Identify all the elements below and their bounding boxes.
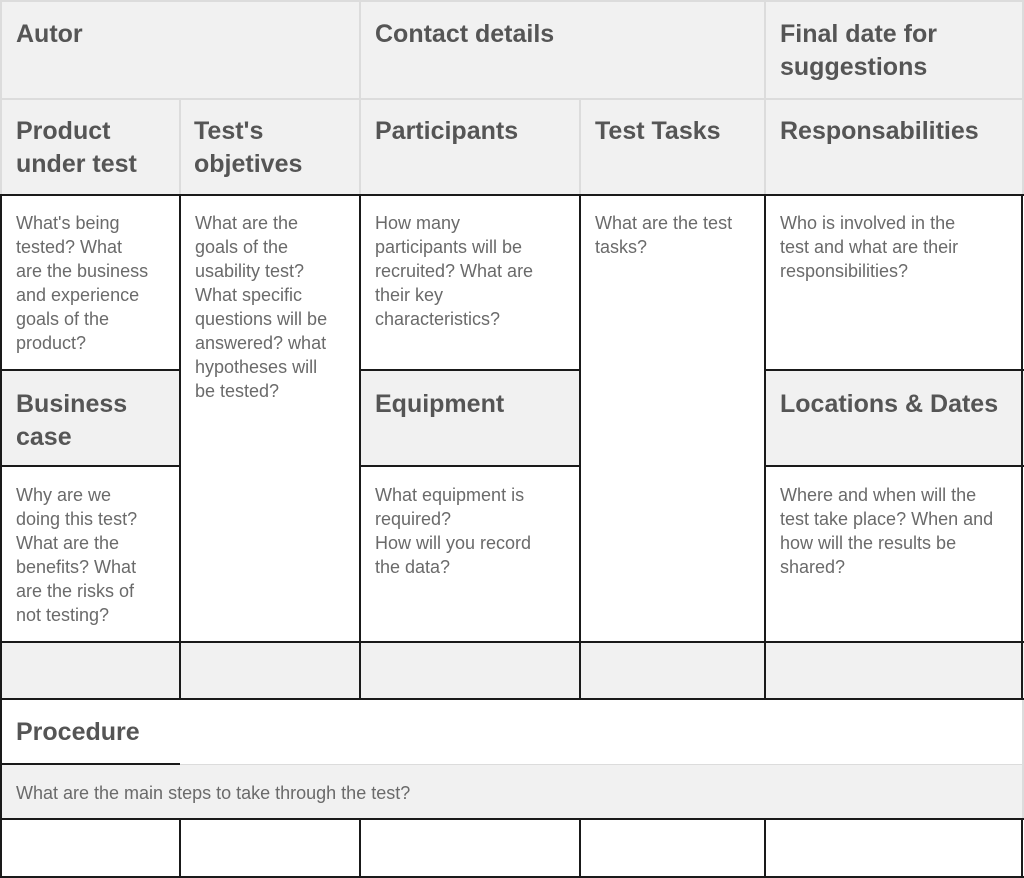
test-objectives-label: Test's objetives	[194, 117, 303, 178]
objectives-prompt: What are the goals of the usability test? What specific questions will be answered? what hypotheses will be tested?	[195, 213, 328, 401]
bottom-row-cell-3	[360, 819, 580, 877]
grid-line	[0, 818, 2, 878]
grid-line	[764, 194, 766, 699]
contact-details-label: Contact details	[375, 20, 555, 48]
grid-line	[179, 99, 181, 195]
grid-line	[765, 369, 1024, 371]
grid-line	[0, 369, 180, 371]
procedure-underline	[0, 763, 180, 765]
grid-line	[0, 98, 1024, 100]
grid-line	[765, 465, 1024, 467]
grid-line	[0, 641, 1024, 643]
procedure-prompt-cell	[0, 764, 1024, 819]
grid-line	[764, 818, 766, 878]
final-date-label: Final date for suggestions	[780, 20, 937, 81]
grid-line	[0, 194, 2, 699]
grid-line	[764, 0, 766, 195]
autor-label: Autor	[16, 20, 83, 48]
grid-line	[359, 194, 361, 699]
grid-line	[0, 698, 1024, 700]
procedure-prompt: What are the main steps to take through the test?	[16, 783, 411, 803]
equipment-header	[360, 370, 580, 466]
participants-prompt: How many participants will be recruited? What are their key characteristics?	[375, 213, 534, 329]
grid-line	[360, 465, 580, 467]
test-tasks-header	[580, 99, 765, 195]
product-under-test-label: Product under test	[16, 117, 137, 178]
responsibilities-prompt-cell	[765, 195, 1024, 370]
autor-cell	[0, 0, 360, 99]
grid-line	[1021, 818, 1023, 878]
bottom-row-cell-4	[580, 819, 765, 877]
objectives-prompt-cell	[180, 195, 360, 642]
tasks-prompt-cell	[580, 195, 765, 642]
empty-row-cell-1	[0, 642, 180, 699]
tasks-prompt: What are the test tasks?	[595, 213, 733, 257]
procedure-label: Procedure	[16, 718, 140, 746]
participants-label: Participants	[375, 117, 519, 145]
empty-row-cell-4	[580, 642, 765, 699]
business-case-label: Business case	[16, 390, 128, 451]
responsibilities-label: Responsabilities	[780, 117, 979, 145]
equipment-label: Equipment	[375, 390, 505, 418]
locations-prompt-cell	[765, 466, 1024, 642]
test-objectives-header	[180, 99, 360, 195]
product-under-test-header	[0, 99, 180, 195]
grid-line	[179, 194, 181, 699]
final-date-cell	[765, 0, 1024, 99]
grid-line	[360, 369, 580, 371]
bottom-row-cell-2	[180, 819, 360, 877]
grid-line	[179, 818, 181, 878]
business-case-prompt: Why are we doing this test? What are the benefits? What are the risks of not testing?	[16, 485, 138, 625]
responsibilities-prompt: Who is involved in the test and what are their responsibilities?	[780, 213, 959, 281]
responsibilities-header	[765, 99, 1024, 195]
grid-line	[579, 194, 581, 699]
grid-line	[579, 99, 581, 195]
contact-details-cell	[360, 0, 765, 99]
business-case-prompt-cell	[0, 466, 180, 642]
grid-line	[0, 465, 180, 467]
equipment-prompt: What equipment is required? How will you record the data?	[375, 485, 532, 577]
bottom-row-cell-1	[0, 819, 180, 877]
grid-line	[0, 699, 2, 819]
grid-line	[0, 818, 1024, 820]
grid-line	[579, 818, 581, 878]
locations-label: Locations & Dates	[780, 390, 999, 418]
product-prompt: What's being tested? What are the business and experience goals of the product?	[16, 213, 149, 353]
grid-line	[0, 0, 1024, 2]
empty-row-cell-2	[180, 642, 360, 699]
locations-prompt: Where and when will the test take place? When and how will the results be shared?	[780, 485, 994, 577]
grid-line	[0, 194, 1024, 196]
equipment-prompt-cell	[360, 466, 580, 642]
empty-row-cell-5	[765, 642, 1024, 699]
business-case-header	[0, 370, 180, 466]
grid-line	[1021, 194, 1023, 699]
grid-line	[359, 818, 361, 878]
locations-header	[765, 370, 1024, 466]
bottom-row-cell-5	[765, 819, 1024, 877]
participants-header	[360, 99, 580, 195]
participants-prompt-cell	[360, 195, 580, 370]
test-tasks-label: Test Tasks	[595, 117, 721, 145]
grid-line	[359, 0, 361, 195]
product-prompt-cell	[0, 195, 180, 370]
procedure-header	[0, 699, 1024, 764]
empty-row-cell-3	[360, 642, 580, 699]
